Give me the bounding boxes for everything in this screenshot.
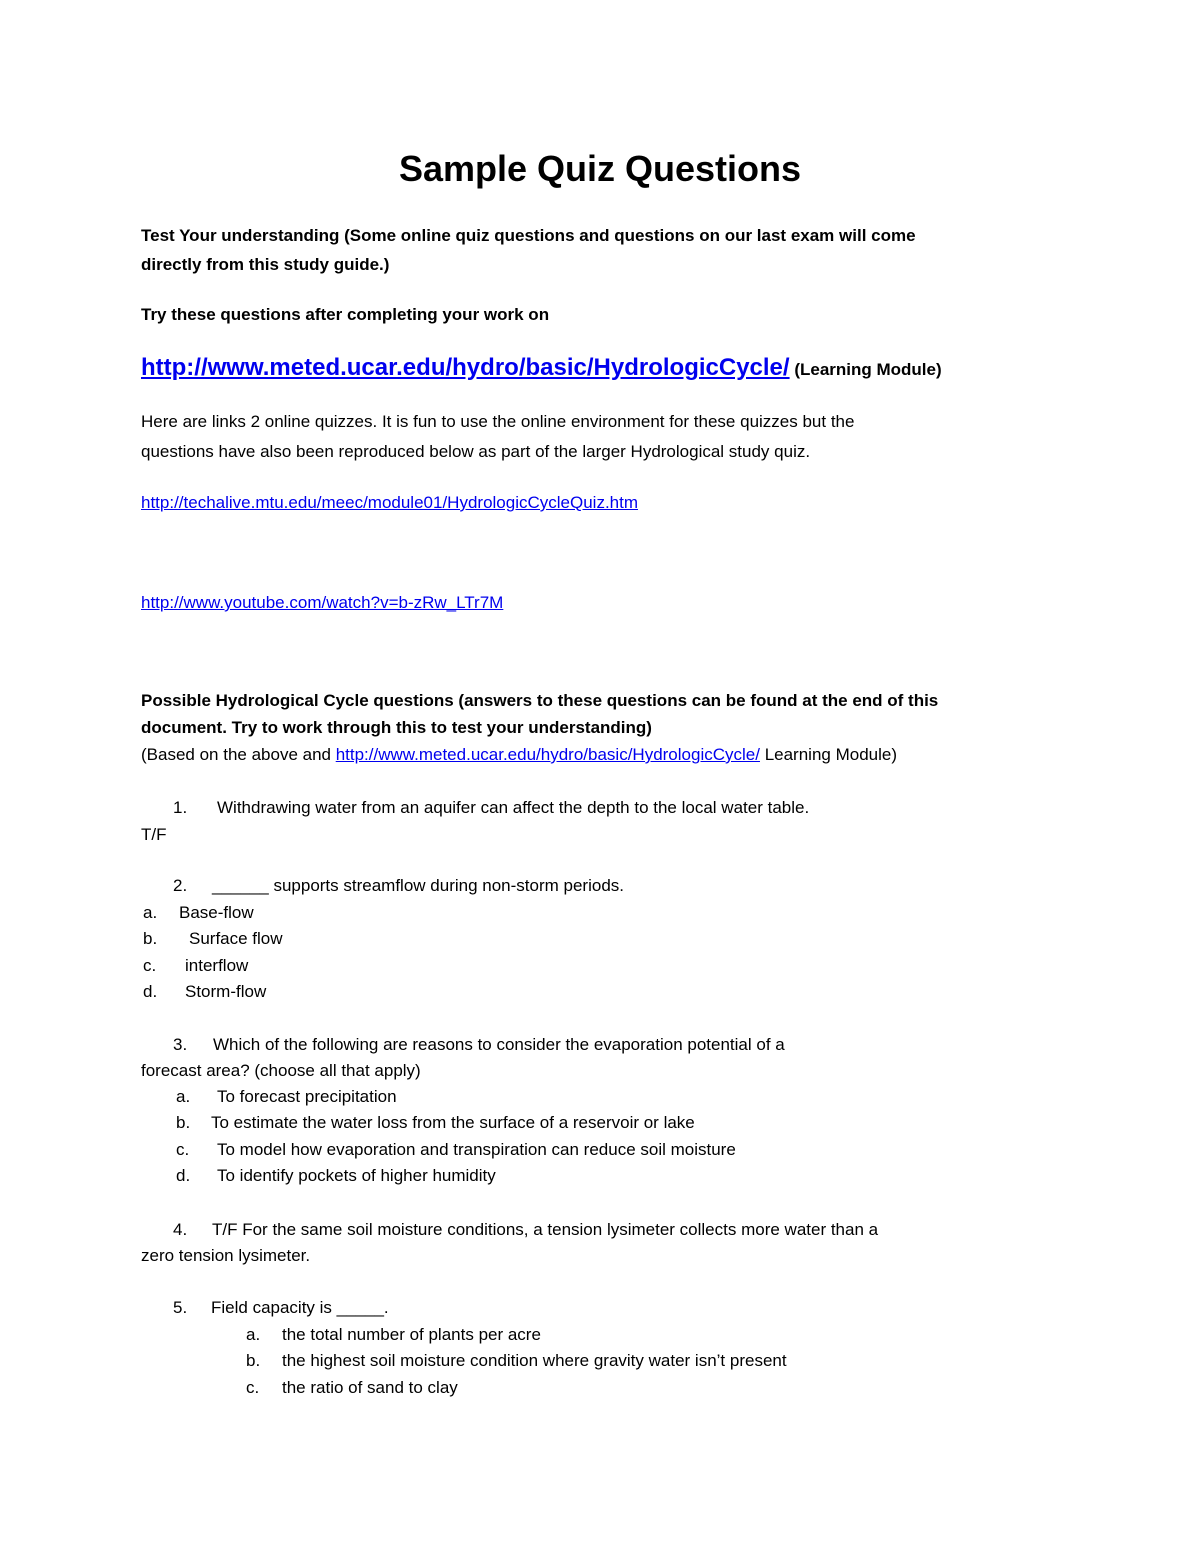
question-3 bbox=[173, 1035, 785, 1055]
option-letter: a. bbox=[143, 903, 158, 922]
option-letter: b. bbox=[176, 1113, 191, 1132]
based-line bbox=[141, 745, 897, 765]
q5-option-a bbox=[246, 1325, 541, 1345]
page-title: Sample Quiz Questions bbox=[398, 148, 802, 189]
question-text: ______ supports streamflow during non-storm periods. bbox=[212, 876, 624, 895]
option-text: Storm-flow bbox=[185, 982, 267, 1001]
option-letter: c. bbox=[143, 956, 157, 975]
option-letter: a. bbox=[176, 1087, 191, 1106]
q3-option-d bbox=[176, 1166, 496, 1186]
question-number: 2. bbox=[173, 876, 188, 895]
q2-option-a bbox=[143, 903, 254, 923]
question-text: Which of the following are reasons to consider the evaporation potential of a bbox=[213, 1035, 785, 1054]
links-line-1: Here are links 2 online quizzes. It is fun to use the online environment for these quizzes but the bbox=[141, 412, 855, 431]
intro-line-1: Test Your understanding (Some online quiz questions and questions on our last exam will come bbox=[141, 226, 916, 245]
question-text: Field capacity is _____. bbox=[211, 1298, 389, 1317]
possible-line-1: Possible Hydrological Cycle questions (answers to these questions can be found at the end of this bbox=[141, 691, 939, 710]
option-text: Surface flow bbox=[189, 929, 283, 948]
based-link[interactable]: http://www.meted.ucar.edu/hydro/basic/HydrologicCycle/ bbox=[335, 745, 760, 764]
option-letter: b. bbox=[246, 1351, 261, 1370]
option-text: the ratio of sand to clay bbox=[282, 1378, 458, 1397]
based-prefix: (Based on the above and bbox=[141, 745, 336, 764]
question-number: 3. bbox=[173, 1035, 188, 1054]
question-number: 5. bbox=[173, 1298, 188, 1317]
intro-line-2: directly from this study guide.) bbox=[141, 255, 390, 274]
based-suffix: Learning Module) bbox=[759, 745, 897, 764]
option-text: To model how evaporation and transpiration can reduce soil moisture bbox=[217, 1140, 736, 1159]
question-5 bbox=[173, 1298, 389, 1318]
q2-option-b bbox=[143, 929, 283, 949]
q2-option-d bbox=[143, 982, 266, 1002]
module-link-suffix: (Learning Module) bbox=[794, 360, 942, 379]
q5-option-c bbox=[246, 1378, 458, 1398]
question-text: Withdrawing water from an aquifer can affect the depth to the local water table. bbox=[217, 798, 810, 817]
option-text: interflow bbox=[185, 956, 249, 975]
option-text: the total number of plants per acre bbox=[282, 1325, 541, 1344]
video-link[interactable]: http://www.youtube.com/watch?v=b-zRw_LTr7M bbox=[141, 593, 504, 612]
module-link[interactable]: http://www.meted.ucar.edu/hydro/basic/HydrologicCycle/ bbox=[141, 354, 790, 381]
question-4-line-2: zero tension lysimeter. bbox=[141, 1246, 311, 1265]
links-line-2: questions have also been reproduced below as part of the larger Hydrological study quiz. bbox=[141, 442, 811, 461]
question-number: 4. bbox=[173, 1220, 188, 1239]
possible-line-2: document. Try to work through this to test your understanding) bbox=[141, 718, 652, 737]
question-3-line-2: forecast area? (choose all that apply) bbox=[141, 1061, 421, 1080]
quiz-link[interactable]: http://techalive.mtu.edu/meec/module01/HydrologicCycleQuiz.htm bbox=[141, 493, 639, 512]
option-text: To estimate the water loss from the surface of a reservoir or lake bbox=[211, 1113, 695, 1132]
option-letter: a. bbox=[246, 1325, 261, 1344]
try-line: Try these questions after completing your work on bbox=[141, 305, 550, 324]
question-1 bbox=[173, 798, 809, 818]
option-letter: d. bbox=[176, 1166, 191, 1185]
option-text: the highest soil moisture condition where gravity water isn’t present bbox=[282, 1351, 787, 1370]
q2-option-c bbox=[143, 956, 248, 976]
question-4 bbox=[173, 1220, 878, 1240]
q3-option-c bbox=[176, 1140, 736, 1160]
option-letter: d. bbox=[143, 982, 158, 1001]
option-letter: b. bbox=[143, 929, 158, 948]
option-text: Base-flow bbox=[179, 903, 254, 922]
option-text: To identify pockets of higher humidity bbox=[217, 1166, 496, 1185]
q3-option-a bbox=[176, 1087, 397, 1107]
q3-option-b bbox=[176, 1113, 695, 1133]
option-letter: c. bbox=[176, 1140, 190, 1159]
option-text: To forecast precipitation bbox=[217, 1087, 397, 1106]
question-number: 1. bbox=[173, 798, 188, 817]
question-1-answer: T/F bbox=[141, 825, 167, 844]
question-text: T/F For the same soil moisture conditions, a tension lysimeter collects more water than a bbox=[212, 1220, 879, 1239]
q5-option-b bbox=[246, 1351, 787, 1371]
question-2 bbox=[173, 876, 624, 896]
option-letter: c. bbox=[246, 1378, 260, 1397]
module-link-line bbox=[141, 354, 942, 382]
